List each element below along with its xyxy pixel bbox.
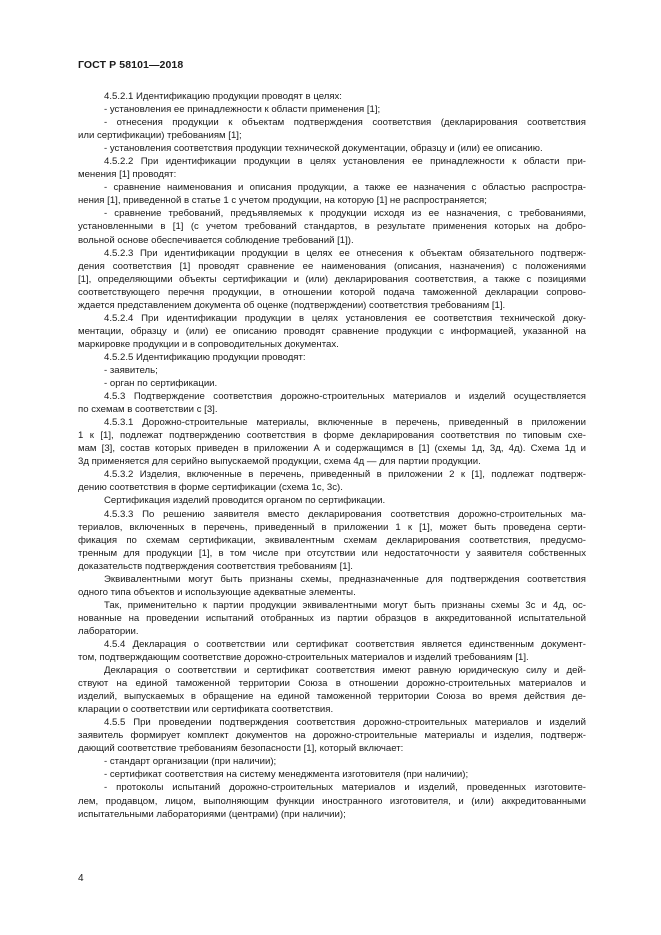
text-line: 4.5.2.1 Идентификацию продукции проводят в целях: [104, 91, 342, 102]
text-line: маркировке продукции и в сопроводительных документах. [78, 338, 339, 350]
text-line: или сертификации) требованиям [1]; [78, 130, 242, 142]
text-line: - сравнение требований, предъявляемых к продукции исходя из ее назначения, с требованиями, [104, 208, 586, 220]
text-line: мам [3], состав которых приведен в приложении А и содержащимся в [1] (схемы 1д, 3д, 4д). Схема 1д и [78, 443, 586, 455]
text-line: 4.5.2.4 При идентификации продукции в целях установления ее соответствия технической доку- [104, 312, 586, 324]
text-line: 4.5.3.1 Дорожно-строительные материалы, включенные в перечень, приведенный в приложении [104, 417, 586, 429]
text-line: - сертификат соответствия на систему менеджмента изготовителя (при наличии); [104, 769, 469, 781]
page-number: 4 [78, 873, 84, 884]
document-header: ГОСТ Р 58101—2018 [78, 59, 184, 71]
text-line: 4.5.3.3 По решению заявителя вместо декларирования соответствия дорожно-строительных ма- [104, 508, 586, 520]
text-line: Эквивалентными могут быть признаны схемы, предназначенные для подтверждения соответствия [104, 573, 586, 585]
text-line: ствуют на единой таможенной территории Союза в отношении дорожно-строительных материалов и [78, 678, 586, 690]
text-line: нения [1], приведенной в статье 1 с учетом продукции, на которую [1] не распространяется; [78, 195, 487, 207]
document-body [78, 90, 586, 821]
text-line: менения [1] проводят: [78, 169, 177, 181]
text-line: лем, продавцом, лицом, выполняющим функции иностранного изготовителя, и (или) аккредитованными [78, 795, 586, 807]
text-line: - сравнение наименования и описания продукции, а также ее назначения с областью распростра- [104, 182, 586, 194]
text-line: 4.5.3.2 Изделия, включенные в перечень, приведенный в приложении 2 к [1], подлежат подтверж- [104, 469, 586, 481]
text-line: - стандарт организации (при наличии); [104, 756, 277, 768]
text-line: изделий, выпускаемых в обращение на единой таможенной территории Союза во время действия де- [78, 691, 586, 703]
text-line: Сертификация изделий проводится органом по сертификации. [104, 495, 386, 507]
text-line: ждается представлением документа об оценке (подтверждении) соответствия требованиям [1]. [78, 299, 506, 311]
text-line: 4.5.2.2 При идентификации продукции в целях установления ее принадлежности к области при- [104, 156, 586, 168]
text-line: - протоколы испытаний дорожно-строительных материалов и изделий, проведенных изготовите- [104, 782, 586, 794]
text-line: Декларация о соответствии и сертификат соответствия имеют равную юридическую силу и дей- [104, 665, 586, 677]
text-line: фикация по схемам сертификации, эквивалентным схемам декларирования соответствия, предусмо- [78, 534, 586, 546]
text-line: териалов, включенных в перечень, приведенный в приложении 1 к [1], может быть проведена серти- [78, 521, 586, 533]
text-line: - установления ее принадлежности к области применения [1]; [104, 104, 381, 116]
text-line: 4.5.2.5 Идентификацию продукции проводят: [104, 351, 306, 363]
text-line: вольной основе обеспечивается соблюдение требований [1]). [78, 234, 354, 246]
text-line: одного типа объектов и использующие адекватные элементы. [78, 586, 356, 598]
text-line: - отнесения продукции к объектам подтверждения соответствия (декларирования соответствия [104, 117, 586, 129]
text-line: лаборатории. [78, 625, 139, 637]
text-line: тренным для продукции [1], в том числе при отсутствии или недостаточности у заявителя собственных [78, 547, 586, 559]
text-line: дающий соответствие требованиям безопасности [1], который включает: [78, 743, 404, 755]
text-line: Так, применительно к партии продукции эквивалентными могут быть признаны схемы 3с и 4д, ос- [104, 599, 586, 611]
text-line: по схемам в соответствии с [3]. [78, 404, 218, 416]
text-line: ментации, образцу и (или) ее описанию проводят сравнение продукции с информацией, указанной на [78, 325, 586, 337]
text-line: дения соответствия [1] проводят сравнение ее наименования (описания, назначения) с положениями [78, 260, 586, 272]
text-line: [1], определяющими объекты сертификации и (или) декларирования соответствия, а также с позициями [78, 273, 586, 285]
text-line: 1 к [1], подлежат подтверждению соответствия в форме декларирования соответствия по типовым схе- [78, 430, 586, 442]
text-line: - установления соответствия продукции технической документации, образцу и (или) ее описанию. [104, 143, 543, 155]
text-line: 4.5.2.3 При идентификации продукции в целях ее отнесения к объектам обязательного подтверж- [104, 247, 586, 259]
text-line: 4.5.4 Декларация о соответствии или сертификат соответствия является единственным документ- [104, 638, 586, 650]
text-line: соответствующего перечня продукции, в отношении которой подача таможенной декларации сопрово- [78, 286, 586, 298]
text-line: кларации о соответствии или сертификата соответствия. [78, 704, 334, 716]
text-line: 4.5.3 Подтверждение соответствия дорожно-строительных материалов и изделий осуществляется [104, 391, 586, 403]
text-line: дению соответствия в форме сертификации (схема 1с, 3с). [78, 482, 343, 494]
text-line: том, подтверждающим соответствие дорожно-строительных материалов и изделий требованиям [1]. [78, 652, 529, 664]
text-line: 3д применяется для серийно выпускаемой продукции, схема 4д — для партии продукции. [78, 456, 481, 468]
text-line: установленными в [1] (с учетом требований стандартов, в результате применения которых на добро- [78, 221, 586, 233]
text-line: доказательств подтверждения соответствия требованиям [1]. [78, 560, 353, 572]
text-line: - орган по сертификации. [104, 378, 218, 390]
text-line: заявитель формирует комплект документов на дорожно-строительные материалы и изделия, подтверж- [78, 730, 586, 742]
text-line: - заявитель; [104, 364, 158, 376]
text-line: нованные на проведении испытаний отобранных из партии образцов в аккредитованной испытательной [78, 612, 586, 624]
text-line: 4.5.5 При проведении подтверждения соответствия дорожно-строительных материалов и изделий [104, 717, 586, 729]
text-line: испытательными лабораториями (центрами) (при наличии); [78, 808, 346, 820]
